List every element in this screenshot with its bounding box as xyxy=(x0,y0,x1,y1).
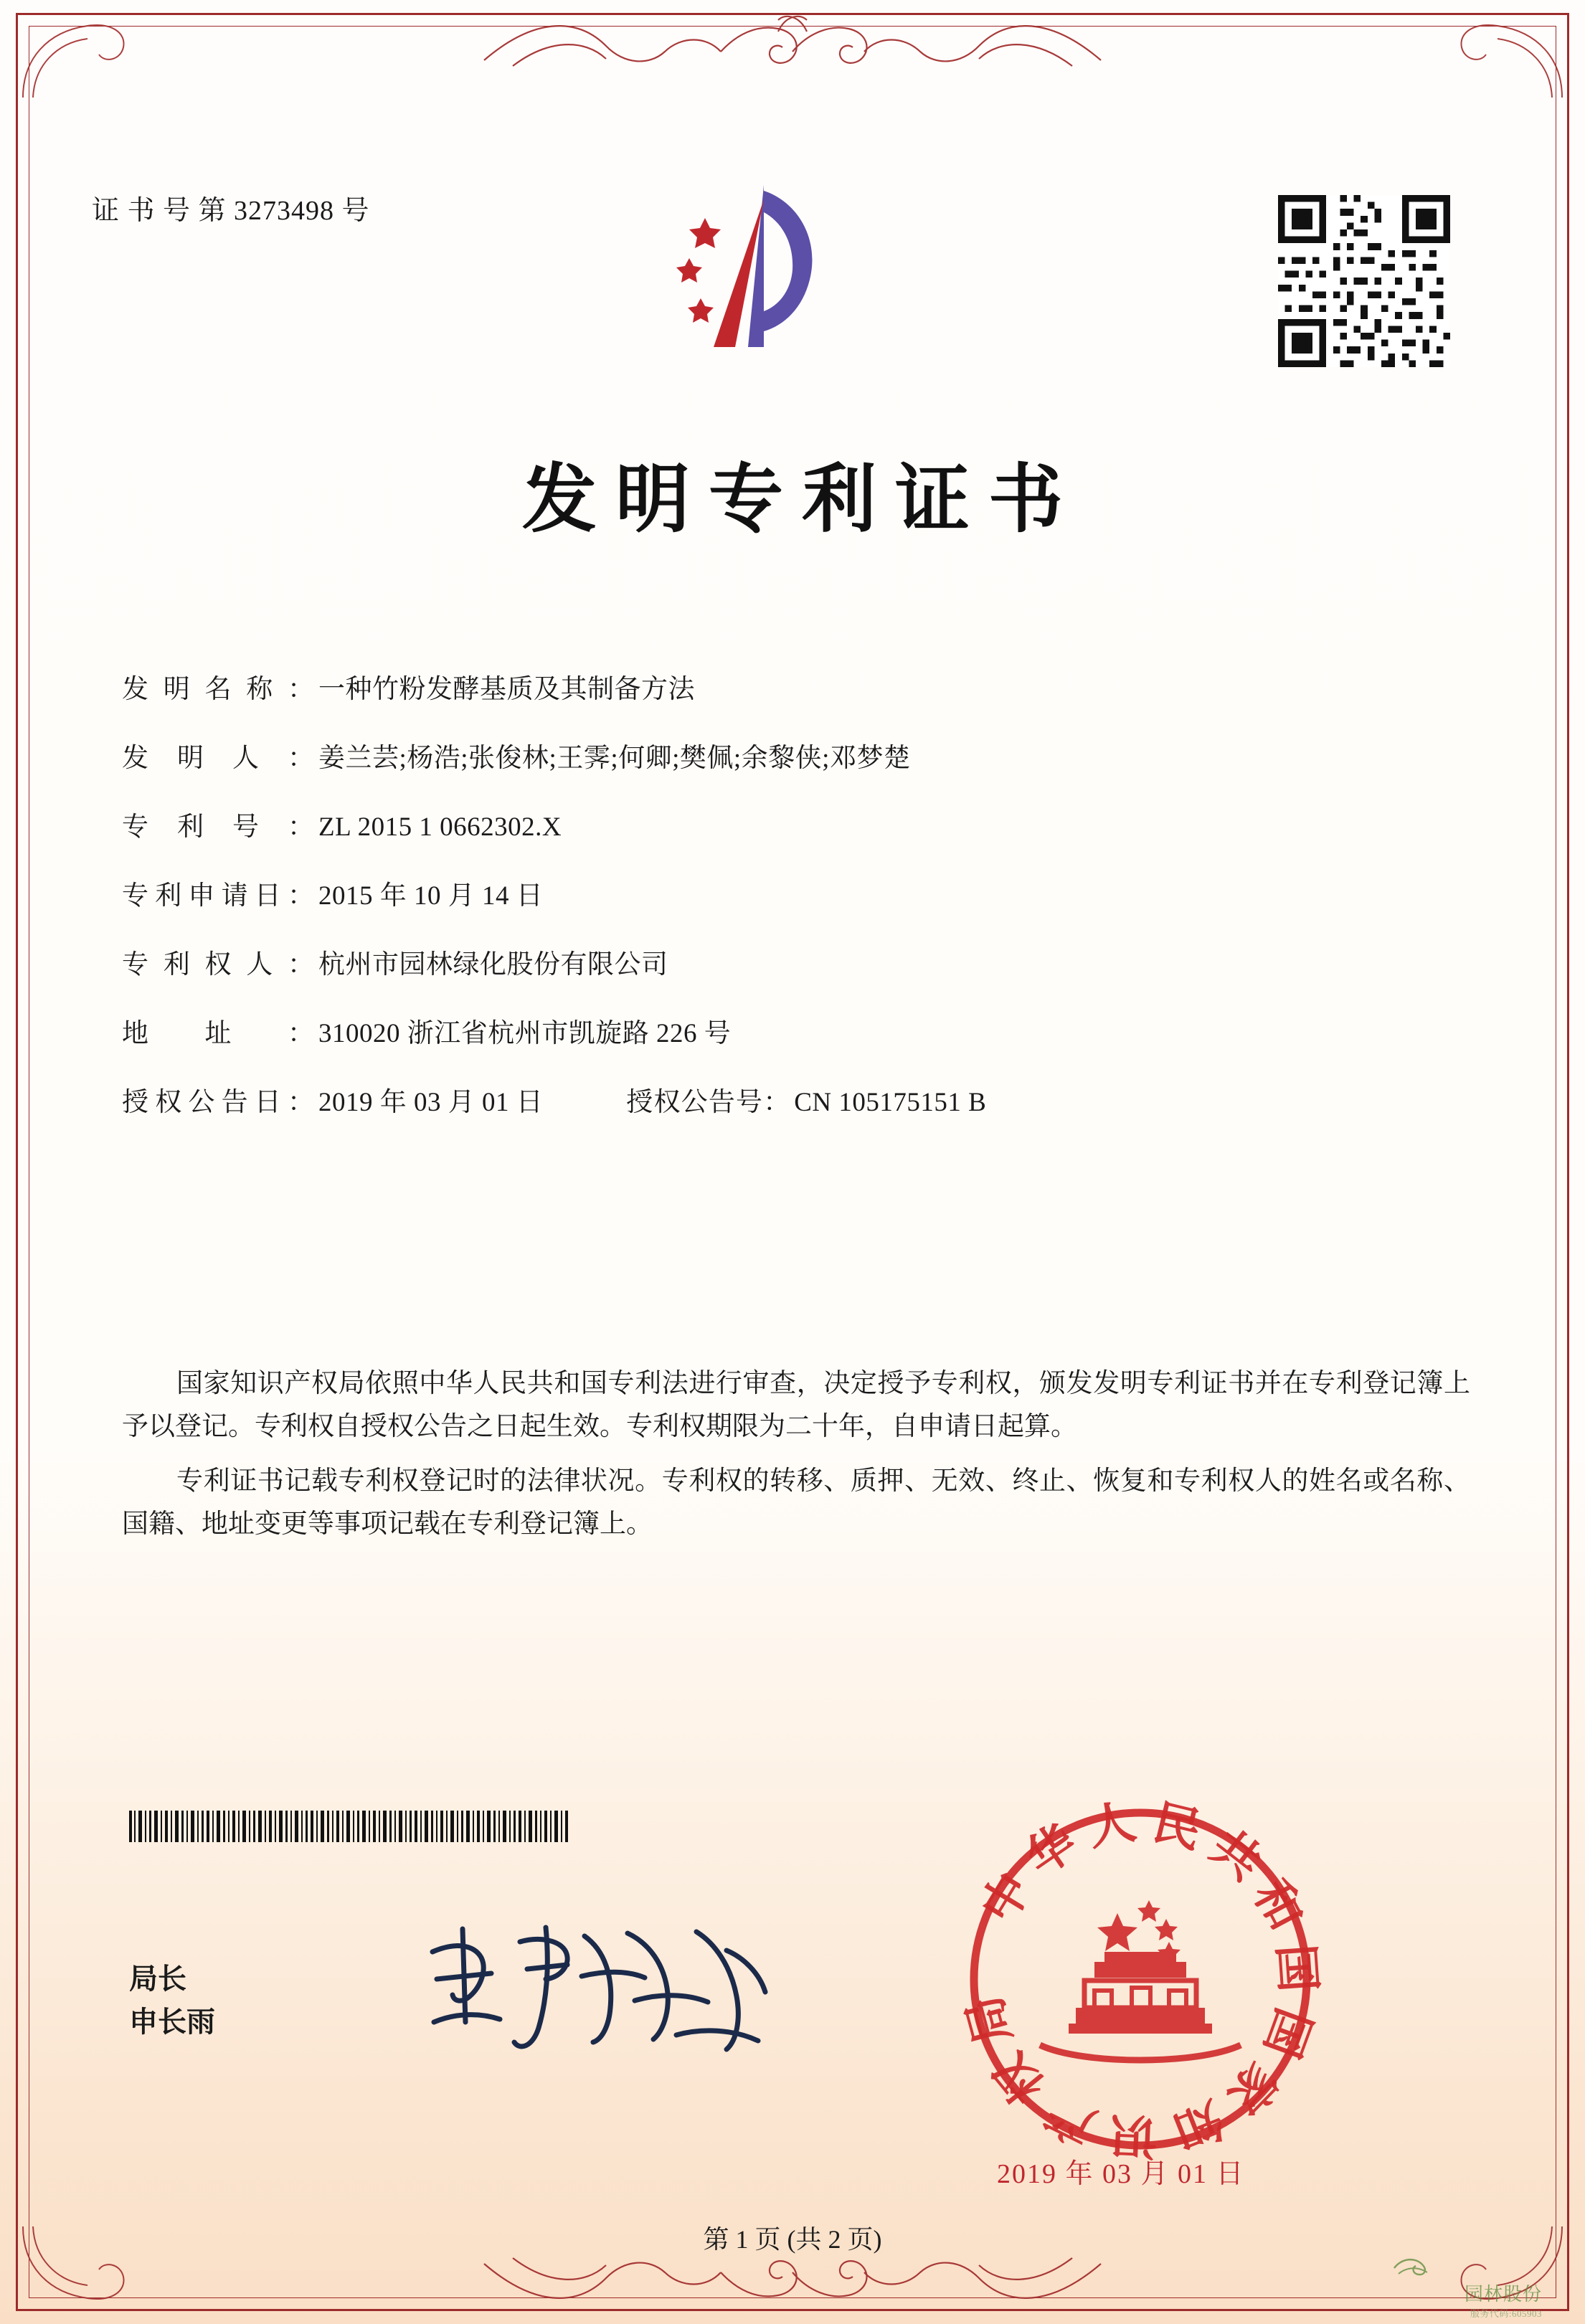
watermark-name: 园林股份 xyxy=(1464,2284,1542,2305)
field-grant-announcement xyxy=(122,1080,1477,1119)
field-patentee xyxy=(122,942,1477,981)
field-invention-name xyxy=(122,667,1477,706)
certificate-number: 证 书 号 第 3273498 号 xyxy=(92,196,370,226)
paragraph-2: 专利证书记载专利权登记时的法律状况。专利权的转移、质押、无效、终止、恢复和专利权人的姓名或名称、国籍、地址变更等事项记载在专利登记簿上。 xyxy=(122,1466,1470,1539)
svg-text:中 华 人 民 共 和 国 国 家 知 识 产 权 局: 中 华 人 民 共 和 国 国 家 知 识 产 权 局 xyxy=(958,1796,1324,2163)
qr-code-icon xyxy=(1278,195,1450,367)
field-value-grant-date: 2019 年 03 月 01 日 xyxy=(318,1088,544,1117)
official-seal xyxy=(954,1793,1327,2166)
field-value: 2015 年 10 月 14 日 xyxy=(318,881,544,911)
field-label: 专 利 号 ： xyxy=(122,812,314,842)
director-role-label: 局长 xyxy=(129,1963,186,1995)
field-value: 一种竹粉发酵基质及其制备方法 xyxy=(318,675,695,704)
field-label: 专 利 权 人 ： xyxy=(122,950,314,980)
field-value-grant-number: CN 105175151 B xyxy=(794,1088,987,1117)
paragraph-1: 国家知识产权局依照中华人民共和国专利法进行审查，决定授予专利权，颁发发明专利证书并在专利登记簿上予以登记。专利权自授权公告之日起生效。专利权期限为二十年，自申请日起算。 xyxy=(122,1369,1470,1441)
field-label: 发 明 名 称 ： xyxy=(122,675,314,704)
field-application-date xyxy=(122,873,1477,912)
field-address xyxy=(122,1011,1477,1050)
field-label: 地 址 ： xyxy=(122,1019,314,1048)
legal-text-block xyxy=(122,1362,1470,1557)
signature-block xyxy=(129,1958,215,2044)
field-patent-number xyxy=(122,805,1477,843)
watermark-sub: 服务代码:605903 xyxy=(1470,2308,1542,2319)
field-inventors xyxy=(122,736,1477,774)
field-value: 姜兰芸;杨浩;张俊林;王霁;何卿;樊佩;余黎侠;邓梦楚 xyxy=(318,744,911,773)
cnipa-logo-icon xyxy=(656,178,864,371)
company-watermark xyxy=(1391,2251,1542,2319)
director-name-label: 申长雨 xyxy=(129,2006,215,2038)
field-label: 专 利 申 请 日 ： xyxy=(122,881,314,911)
page-title: 发明专利证书 xyxy=(521,459,1082,541)
page-footer: 第 1 页 (共 2 页) xyxy=(703,2225,882,2254)
corner-ornament-top-left xyxy=(19,16,169,102)
field-value: 杭州市园林绿化股份有限公司 xyxy=(318,950,668,980)
barcode xyxy=(129,1811,574,1842)
seal-date: 2019 年 03 月 01 日 xyxy=(997,2159,1245,2189)
field-value: ZL 2015 1 0662302.X xyxy=(318,812,562,842)
field-value: 310020 浙江省杭州市凯旋路 226 号 xyxy=(318,1019,732,1048)
fields-block xyxy=(122,667,1477,1149)
corner-ornament-top-right xyxy=(1416,16,1566,102)
field-label-grant-date: 授 权 公 告 日 ： xyxy=(122,1088,314,1117)
field-label: 发 明 人 ： xyxy=(122,744,314,773)
field-label-grant-number: 授 权 公 告 号 ： xyxy=(626,1088,790,1117)
top-ornament xyxy=(470,10,1115,79)
handwritten-signature-icon xyxy=(412,1907,785,2072)
